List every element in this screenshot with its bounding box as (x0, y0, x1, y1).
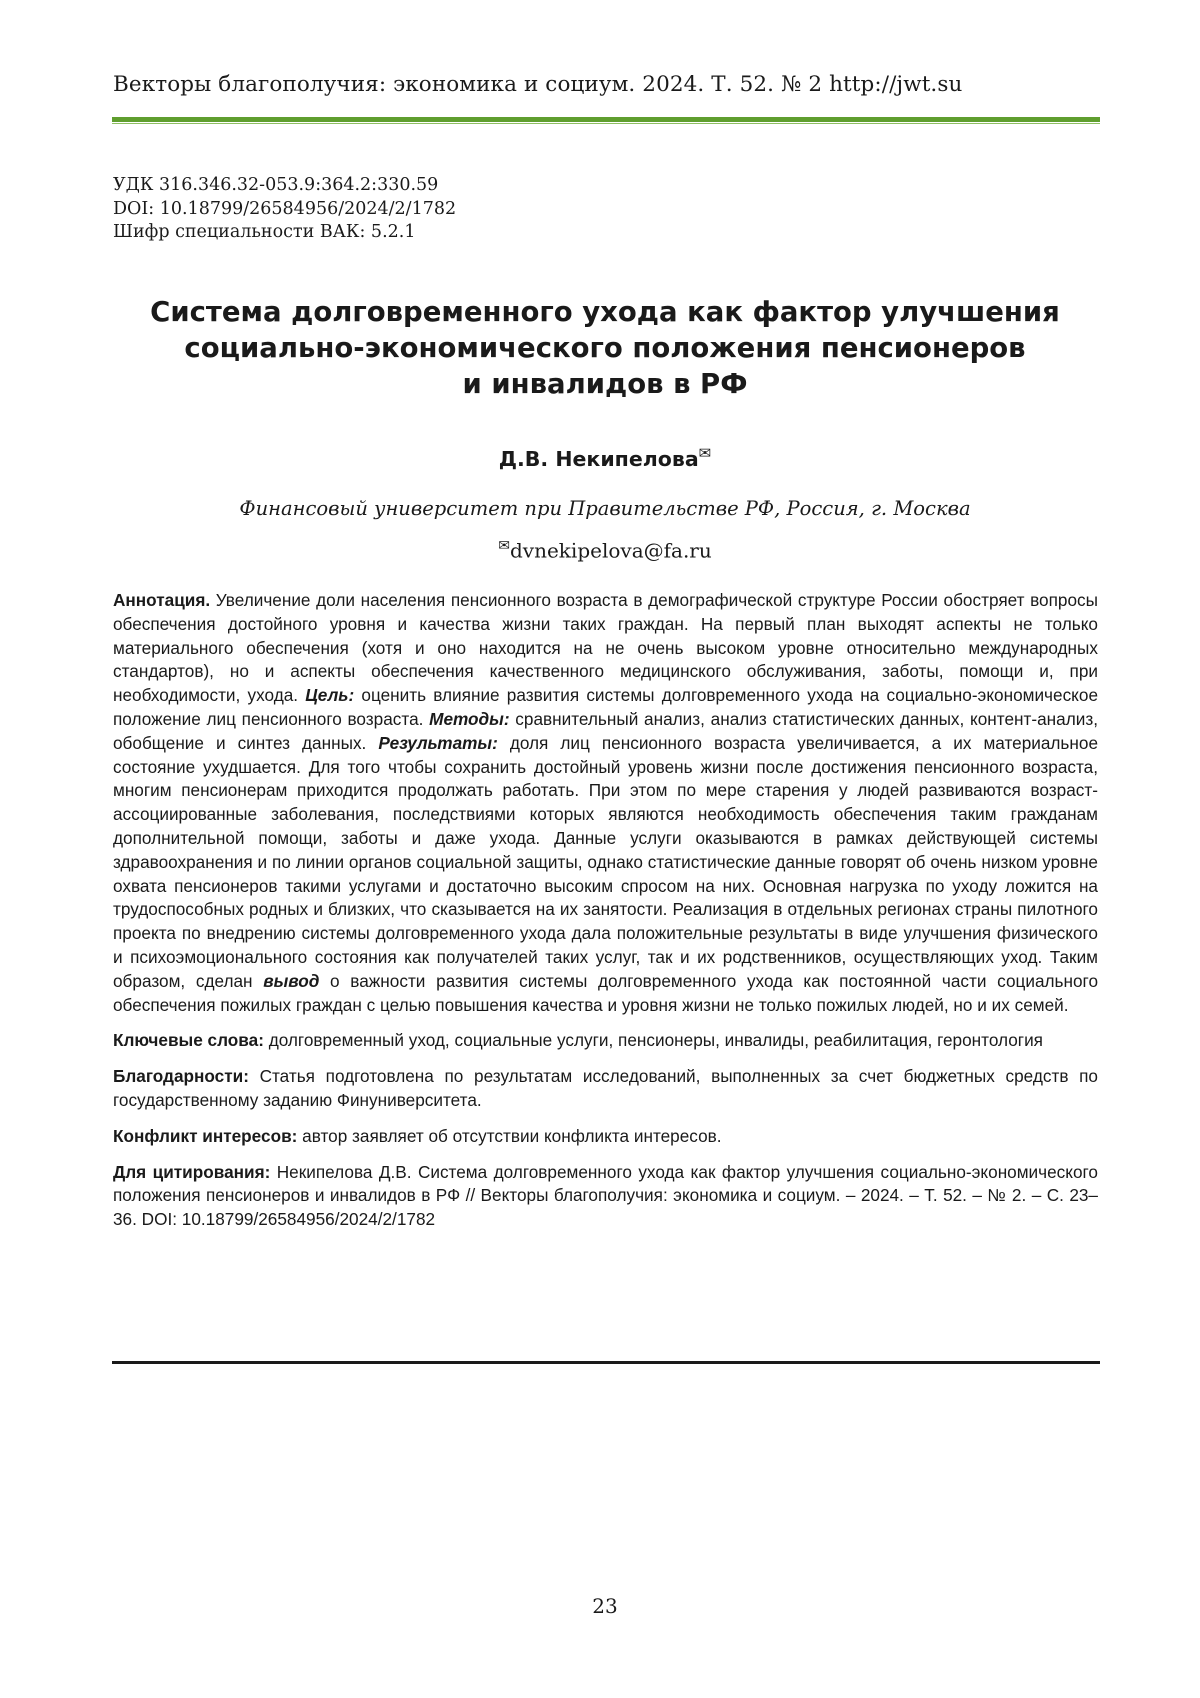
methods-label: Методы: (429, 709, 509, 729)
acknowledgments-text: Статья подготовлена по результатам исследований, выполненных за счет бюджетных средств по государственному заданию Финуниверситета. (113, 1066, 1098, 1110)
vak-code: Шифр специальности ВАК: 5.2.1 (113, 221, 456, 245)
conflict-label: Конфликт интересов: (113, 1126, 297, 1146)
author-email (0, 538, 1200, 563)
acknowledgments-label: Благодарности: (113, 1066, 249, 1086)
keywords-label: Ключевые слова: (113, 1030, 264, 1050)
affiliation: Финансовый университет при Правительстве РФ, Россия, г. Москва (0, 497, 1200, 520)
abstract-text: доля лиц пенсионного возраста увеличивается, а их материальное состояние ухудшается. Для того чтобы сохранить достойный уровень жизни после достижения пенсионного возраста, многим пенсионерам приходится продолжать работать. При этом по мере старения у людей развиваются возраст-ассоциированные заболевания, последствиями которых являются необходимость обеспечения таким гражданам дополнительной помощи, заботы и даже ухода. Данные услуги оказываются в рамках действующей системы здравоохранения и по линии органов социальной защиты, однако статистические данные говорят об очень низком уровне охвата пенсионеров такими услугами и достаточно высоким спросом на них. Основная нагрузка по уходу ложится на трудоспособных родных и близких, что сказывается на их занятости. Реализация в отдельных регионах страны пилотного проекта по внедрению системы долговременного ухода дала положительные результаты в виде улучшения физического и психоэмоционального состояния как получателей таких услуг, так и их родственников, осуществляющих уход. Таким образом, сделан (113, 733, 1098, 991)
article-body (113, 589, 1098, 1232)
goal-label: Цель: (305, 685, 354, 705)
footer-rule (112, 1361, 1100, 1364)
conclusion-label: вывод (263, 971, 319, 991)
title-line-3: и инвалидов в РФ (130, 366, 1080, 402)
envelope-icon: ✉ (699, 444, 712, 462)
doi: DOI: 10.18799/26584956/2024/2/1782 (113, 198, 456, 222)
abstract (113, 589, 1098, 1017)
abstract-text: сравнительный анализ, анализ статистических данных, контент-анализ, обобщение и синтез данных. (113, 709, 1098, 753)
envelope-icon: ✉ (498, 538, 510, 554)
citation-label: Для цитирования: (113, 1162, 270, 1182)
title-line-2: социально-экономического положения пенсионеров (130, 330, 1080, 366)
results-label: Результаты: (378, 733, 497, 753)
author (0, 444, 1200, 471)
udk-code: УДК 316.346.32-053.9:364.2:330.59 (113, 174, 456, 198)
keywords-text: долговременный уход, социальные услуги, пенсионеры, инвалиды, реабилитация, геронтология (264, 1030, 1043, 1050)
journal-header: Векторы благополучия: экономика и социум. 2024. Т. 52. № 2 http://jwt.su (113, 72, 1098, 97)
abstract-text: о важности развития системы долговременного ухода как постоянной части социального обеспечения пожилых граждан с целью повышения качества и уровня жизни не только пожилых людей, но и их семей. (113, 971, 1098, 1015)
citation (113, 1161, 1098, 1232)
title-line-1: Система долговременного ухода как фактор улучшения (130, 294, 1080, 330)
abstract-text: оценить влияние развития системы долговременного ухода на социально-экономическое положение лиц пенсионного возраста. (113, 685, 1098, 729)
page-number: 23 (0, 1594, 1200, 1618)
abstract-text: Увеличение доли населения пенсионного возраста в демографической структуре России обостряет вопросы обеспечения достойного уровня и качества жизни таких граждан. На первый план выходят аспекты не только материального обеспечения (хотя и оно находится на не очень высоком уровне относительно международных стандартов), но и аспекты обеспечения качественного медицинского обслуживания, заботы, помощи и, при необходимости, ухода. (113, 590, 1098, 705)
citation-text: Некипелова Д.В. Система долговременного ухода как фактор улучшения социально-экономического положения пенсионеров и инвалидов в РФ // Векторы благополучия: экономика и социум. – 2024. – Т. 52. – № 2. – С. 23–36. DOI: 10.18799/26584956/2024/2/1782 (113, 1162, 1098, 1230)
keywords (113, 1029, 1098, 1053)
conflict-text: автор заявляет об отсутствии конфликта интересов. (297, 1126, 721, 1146)
email-address[interactable]: dvnekipelova@fa.ru (510, 539, 712, 563)
acknowledgments (113, 1065, 1098, 1113)
conflict-of-interest (113, 1125, 1098, 1149)
article-meta (113, 174, 456, 245)
article-title (130, 294, 1080, 402)
header-rule-thin (112, 123, 1100, 124)
header-rule (112, 117, 1100, 122)
abstract-label: Аннотация. (113, 590, 210, 610)
author-name: Д.В. Некипелова (499, 447, 699, 471)
